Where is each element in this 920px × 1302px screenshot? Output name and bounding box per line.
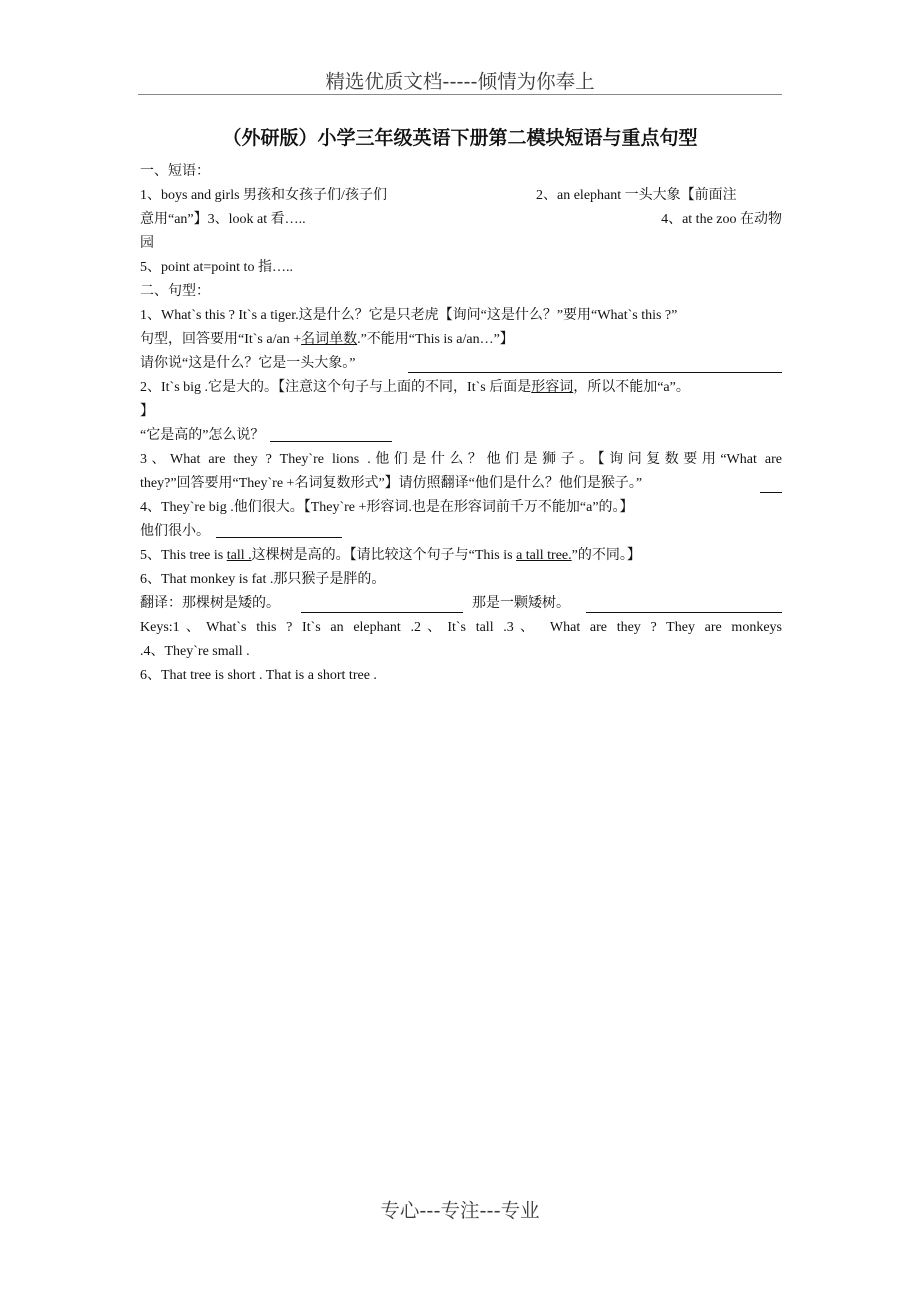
sentence-5 — [140, 544, 782, 568]
answer-keys-line-1: Keys:1、What`s this ? It`s an elephant .2、It`s tall .3、 What are they ? They are monkeys — [140, 620, 782, 635]
sentence-2-line-2: 】 — [140, 404, 154, 419]
answer-blank[interactable] — [408, 357, 782, 373]
answer-blank[interactable] — [760, 477, 782, 493]
answer-keys-line-2: .4、They`re small . — [140, 644, 250, 659]
exercise-prompt: 他们很小。 — [140, 524, 210, 539]
text-segment: 2、It`s big .它是大的。【注意这个句子与上面的不同，It`s 后面是 — [140, 380, 532, 395]
phrase-1: 1、boys and girls 男孩和女孩子们/孩子们 — [140, 188, 387, 203]
underlined-term: 名词单数 — [301, 332, 358, 347]
answer-blank[interactable] — [586, 597, 782, 613]
sentence-2-exercise — [140, 424, 782, 448]
exercise-prompt: 那是一颗矮树。 — [472, 596, 570, 611]
page-header: 精选优质文档-----倾情为你奉上 — [325, 70, 595, 93]
phrase-row-1 — [140, 184, 782, 208]
text-segment: 句型，回答要用“It`s a/an + — [140, 332, 302, 347]
exercise-prompt: 翻译：那棵树是矮的。 — [140, 596, 280, 611]
text-segment: .”不能用“This is a/an…”】 — [357, 332, 514, 347]
text-segment: ，所以不能加“a”。 — [573, 380, 690, 395]
phrase-4-continued: 园 — [140, 236, 154, 251]
phrases-heading: 一、短语： — [140, 164, 210, 179]
answer-blank[interactable] — [216, 522, 342, 538]
header-divider — [138, 94, 782, 95]
phrase-5: 5、point at=point to 指….. — [140, 260, 293, 275]
phrase-2-continued: 意用“an”】3、look at 看….. — [140, 212, 306, 227]
underlined-term: 形容词 — [531, 380, 574, 395]
sentence-2-line-1 — [140, 376, 782, 400]
text-segment: 这棵树是高的。【请比较这个句子与“This is — [251, 548, 517, 563]
answer-blank[interactable] — [301, 597, 463, 613]
underlined-term: tall . — [226, 548, 252, 563]
underlined-term: a tall tree. — [516, 548, 572, 563]
text-segment: 5、This tree is — [140, 548, 227, 563]
answer-keys-line-3: 6、That tree is short . That is a short tree . — [140, 668, 377, 683]
sentence-6: 6、That monkey is fat .那只猴子是胖的。 — [140, 572, 386, 587]
sentence-1-line-2 — [140, 328, 782, 352]
sentence-3-line-1: 3、What are they ? They`re lions .他们是什么？他们是狮子。【询问复数要用“What are — [140, 452, 782, 467]
exercise-prompt: they?”回答要用“They`re +名词复数形式”】请仿照翻译“他们是什么？他们是猴子。” — [140, 476, 643, 491]
sentence-3-line-2 — [140, 472, 782, 496]
phrase-4: 4、at the zoo 在动物 — [661, 212, 782, 227]
sentence-1-exercise — [140, 352, 782, 376]
exercise-prompt: 请你说“这是什么？它是一头大象。” — [140, 356, 356, 371]
page-footer: 专心---专注---专业 — [380, 1199, 540, 1222]
document-title: （外研版）小学三年级英语下册第二模块短语与重点句型 — [222, 127, 698, 149]
sentence-4-line-1: 4、They`re big .他们很大。【They`re +形容词.也是在形容词前千万不能加“a”的。】 — [140, 500, 634, 515]
sentence-1-line-1: 1、What`s this ? It`s a tiger.这是什么？它是只老虎【询问“这是什么？”要用“What`s this ?” — [140, 308, 678, 323]
sentence-4-exercise — [140, 520, 782, 544]
answer-blank[interactable] — [270, 426, 392, 442]
sentences-heading: 二、句型： — [140, 284, 210, 299]
phrase-row-2 — [140, 208, 782, 232]
document-body — [140, 160, 782, 688]
translation-exercise — [140, 592, 782, 616]
exercise-prompt: “它是高的”怎么说？ — [140, 428, 265, 443]
phrase-2: 2、an elephant 一头大象【前面注 — [536, 188, 737, 203]
text-segment: ”的不同。】 — [571, 548, 641, 563]
